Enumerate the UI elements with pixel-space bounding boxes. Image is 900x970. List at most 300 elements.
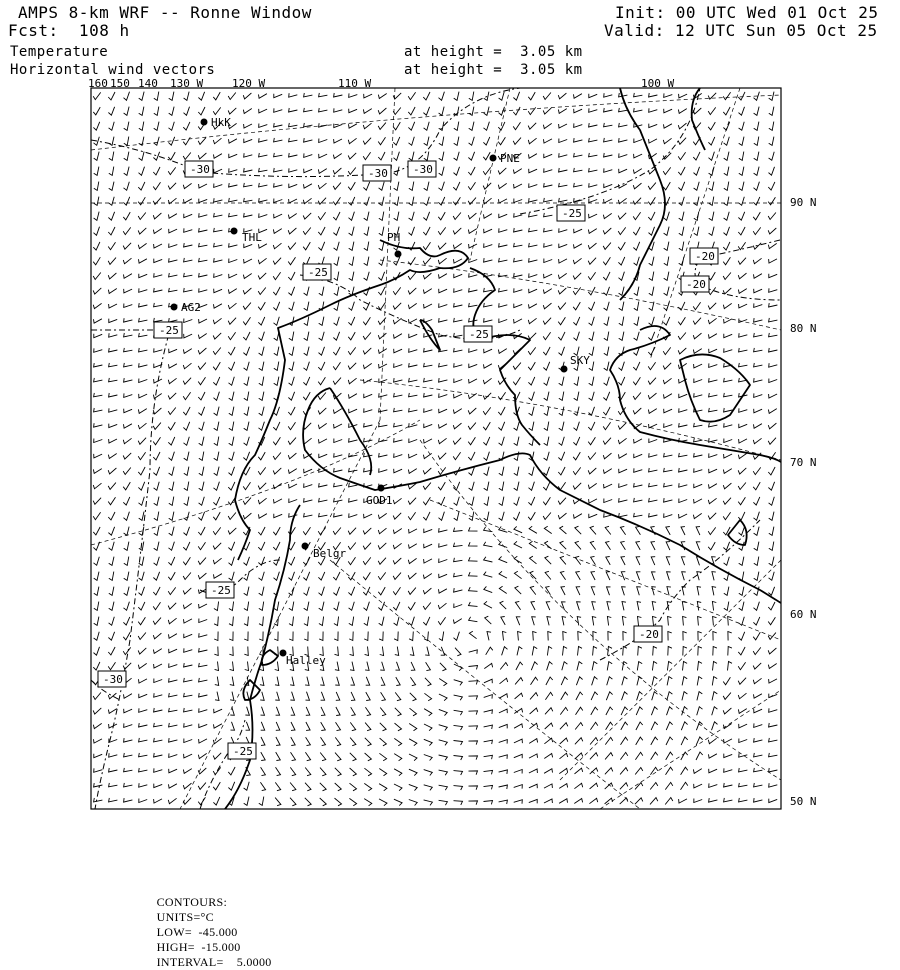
wind-barb xyxy=(484,497,489,506)
wind-barb xyxy=(378,137,385,145)
wind-barb xyxy=(318,242,324,250)
wind-barb xyxy=(724,212,730,221)
wind-barb xyxy=(304,483,313,487)
wind-barb xyxy=(498,137,505,145)
wind-barb xyxy=(543,482,550,490)
wind-barb xyxy=(649,93,658,97)
wind-barb xyxy=(514,526,522,532)
wind-barb xyxy=(288,453,296,459)
wind-barb xyxy=(123,212,130,220)
wind-barb xyxy=(514,228,523,232)
wind-barb xyxy=(198,377,205,385)
wind-barb xyxy=(559,437,565,446)
wind-barb xyxy=(739,304,748,308)
wind-barb xyxy=(754,768,763,772)
svg-text:-20: -20 xyxy=(686,278,706,291)
wind-barb xyxy=(558,513,566,519)
wind-barb xyxy=(619,454,627,459)
wind-barb xyxy=(606,692,612,700)
wind-barb xyxy=(560,723,568,730)
wind-barb xyxy=(93,708,101,714)
wind-barb xyxy=(484,364,492,368)
wind-barb xyxy=(244,572,250,581)
wind-barb xyxy=(484,770,493,774)
wind-barb xyxy=(514,482,519,491)
map-frame xyxy=(91,88,781,809)
wind-barb xyxy=(259,244,267,248)
wind-barb xyxy=(546,586,551,594)
wind-barb xyxy=(514,739,523,743)
wind-barb xyxy=(168,408,176,415)
wind-barb xyxy=(438,197,444,205)
wind-barb xyxy=(289,138,298,142)
wind-barb xyxy=(769,167,775,175)
wind-barb xyxy=(469,273,478,277)
wind-barb xyxy=(333,378,341,385)
wind-barb xyxy=(394,738,401,745)
wind-barb xyxy=(453,482,459,490)
wind-barb xyxy=(648,409,656,414)
wind-barb xyxy=(533,632,537,641)
svg-text:-30: -30 xyxy=(368,167,388,180)
wind-barb xyxy=(198,527,205,535)
wind-barb xyxy=(259,213,268,217)
forecast-hour: Fcst: 108 h xyxy=(8,21,130,40)
wind-barb xyxy=(543,362,549,370)
wind-barb xyxy=(94,617,99,626)
wind-barb xyxy=(139,394,147,398)
wind-barb xyxy=(723,677,730,685)
wind-barb xyxy=(558,93,566,99)
wind-barb xyxy=(560,753,568,759)
wind-barb xyxy=(708,542,715,550)
wind-barb xyxy=(453,452,460,459)
wind-barb xyxy=(738,258,746,265)
wind-barb xyxy=(694,379,702,383)
wind-barb xyxy=(183,349,191,354)
svg-text:-30: -30 xyxy=(103,673,123,686)
temperature-contours xyxy=(91,88,781,809)
wind-barb xyxy=(559,347,565,355)
wind-barb xyxy=(529,799,537,803)
wind-barb xyxy=(199,273,208,277)
wind-barb xyxy=(513,377,520,385)
wind-barb xyxy=(124,512,130,521)
wind-barb xyxy=(589,392,595,401)
wind-barb xyxy=(528,512,535,520)
wind-barb xyxy=(350,768,357,776)
wind-barb xyxy=(228,497,235,505)
wind-barb xyxy=(664,272,669,281)
wind-barb xyxy=(94,557,100,566)
wind-barb xyxy=(515,693,523,699)
wind-barb xyxy=(349,227,355,236)
wind-barb xyxy=(169,467,175,476)
wind-barb xyxy=(559,422,564,431)
wind-barb xyxy=(544,467,550,475)
wind-barb xyxy=(769,542,774,551)
wind-barb xyxy=(529,769,538,773)
wind-barb xyxy=(768,423,776,429)
wind-barb xyxy=(529,213,538,217)
wind-barb xyxy=(728,647,732,656)
wind-barb xyxy=(289,499,297,503)
wind-barb xyxy=(228,289,236,294)
wind-barb xyxy=(589,123,598,127)
wind-barb xyxy=(530,693,538,700)
wind-barb xyxy=(439,182,445,191)
wind-barb xyxy=(667,677,672,686)
wind-barb xyxy=(124,753,133,757)
lat-label-50n: 50 N xyxy=(790,795,817,808)
wind-barb xyxy=(378,152,385,160)
wind-barb xyxy=(349,272,354,281)
wind-barb xyxy=(768,617,775,625)
wind-barb xyxy=(229,467,235,475)
wind-barb xyxy=(713,617,717,626)
wind-barb xyxy=(154,708,163,712)
wind-barb xyxy=(424,348,433,352)
wind-barb xyxy=(213,782,220,790)
wind-barb xyxy=(184,334,192,338)
wind-barb xyxy=(320,798,327,806)
wind-barb xyxy=(393,587,400,594)
wind-barb xyxy=(109,378,118,382)
wind-barb xyxy=(559,768,567,773)
wind-barb xyxy=(724,152,729,161)
wind-barb xyxy=(153,467,159,475)
wind-barb xyxy=(574,109,582,113)
wind-barb xyxy=(499,228,508,232)
wind-barb xyxy=(682,572,686,581)
wind-barb xyxy=(229,617,233,626)
wind-barb xyxy=(213,138,221,144)
wind-barb xyxy=(380,647,384,656)
wind-barb xyxy=(93,483,101,489)
wind-barb xyxy=(769,799,777,803)
wind-barb xyxy=(713,662,718,671)
wind-barb xyxy=(649,317,655,326)
wind-barb xyxy=(424,439,432,443)
wind-barb xyxy=(513,169,521,174)
wind-barb xyxy=(769,738,778,742)
wind-barb xyxy=(183,378,191,385)
wind-barb xyxy=(303,572,309,580)
wind-barb xyxy=(259,422,265,431)
wind-barb xyxy=(738,678,746,685)
wind-barb xyxy=(769,512,774,521)
wind-barb xyxy=(364,212,369,221)
wind-barb xyxy=(738,512,745,520)
wind-barb xyxy=(396,662,400,670)
wind-barb xyxy=(304,513,313,517)
wind-barb xyxy=(304,108,313,112)
wind-barb xyxy=(213,767,221,774)
wind-barb xyxy=(529,304,537,308)
wind-barb xyxy=(543,513,551,520)
wind-barb xyxy=(423,603,431,610)
wind-barb xyxy=(198,348,206,354)
wind-barb xyxy=(139,167,145,176)
wind-barb xyxy=(379,753,386,761)
wind-barb xyxy=(739,363,748,367)
wind-barb xyxy=(423,212,429,220)
wind-barb xyxy=(94,439,103,443)
wind-barb xyxy=(547,617,551,626)
wind-barb xyxy=(243,332,250,340)
wind-barb xyxy=(94,408,103,412)
wind-barb xyxy=(543,497,550,505)
wind-barb xyxy=(483,407,491,414)
wind-barb xyxy=(483,422,490,430)
wind-barb xyxy=(395,708,401,716)
wind-barb xyxy=(499,92,505,101)
wind-barb xyxy=(228,782,234,790)
wind-barb xyxy=(139,333,148,337)
wind-barb xyxy=(363,348,371,354)
wind-barb xyxy=(694,182,700,191)
wind-barb xyxy=(379,212,384,221)
wind-barb xyxy=(723,107,730,115)
wind-barb xyxy=(378,349,386,354)
wind-barb xyxy=(439,800,448,805)
wind-barb xyxy=(454,680,463,686)
wind-barb xyxy=(198,153,206,159)
wind-barb xyxy=(198,542,205,549)
wind-barb xyxy=(574,799,582,804)
wind-barb xyxy=(514,800,523,804)
wind-barb xyxy=(664,109,672,113)
wind-barb xyxy=(499,288,508,292)
wind-barb xyxy=(438,438,446,443)
wind-barb xyxy=(364,423,373,427)
wind-barb xyxy=(769,708,778,712)
wind-barb xyxy=(439,709,447,715)
wind-barb xyxy=(723,693,731,700)
wind-barb xyxy=(739,348,748,352)
wind-barb xyxy=(94,393,103,397)
wind-barb xyxy=(618,257,624,265)
wind-barb xyxy=(168,167,176,174)
wind-barb xyxy=(168,572,175,580)
wind-barb xyxy=(738,483,746,490)
wind-barb xyxy=(93,662,100,670)
wind-barb xyxy=(409,769,417,775)
wind-barb xyxy=(214,407,220,416)
wind-barb xyxy=(408,288,416,294)
wind-barb xyxy=(123,468,131,475)
wind-barb xyxy=(739,527,745,535)
wind-barb xyxy=(635,798,643,804)
wind-barb xyxy=(484,512,489,521)
wind-barb xyxy=(754,694,762,698)
wind-barb xyxy=(723,469,731,474)
wind-barb xyxy=(694,227,699,236)
wind-barb xyxy=(199,437,204,446)
wind-barb xyxy=(588,258,596,265)
wind-barb xyxy=(754,709,762,713)
wind-barb xyxy=(575,556,580,564)
wind-barb xyxy=(289,153,298,157)
wind-barb xyxy=(168,437,175,445)
wind-barb xyxy=(679,408,688,412)
wind-barb xyxy=(754,137,759,146)
wind-barb xyxy=(184,482,189,491)
wind-barb xyxy=(576,677,582,685)
wind-barb xyxy=(394,393,403,397)
wind-barb xyxy=(622,587,626,596)
wind-barb xyxy=(424,122,430,131)
wind-barb xyxy=(169,214,177,219)
wind-barb xyxy=(709,182,714,191)
wind-barb xyxy=(350,647,354,656)
wind-barb xyxy=(333,528,341,535)
wind-barb xyxy=(754,738,763,742)
wind-barb xyxy=(663,138,671,143)
wind-barb xyxy=(574,422,580,431)
wind-barb xyxy=(545,556,551,564)
wind-barb xyxy=(349,602,355,611)
contour-legend xyxy=(150,880,282,970)
wind-barb xyxy=(651,737,658,745)
wind-barb xyxy=(379,227,384,236)
wind-barb xyxy=(169,452,175,461)
wind-barb xyxy=(739,137,744,146)
wind-barb xyxy=(633,362,640,370)
wind-barb xyxy=(708,107,716,114)
wind-barb xyxy=(199,258,208,262)
station-label-god1: GOD1 xyxy=(366,494,393,507)
wind-barb xyxy=(213,497,219,505)
wind-barb xyxy=(169,349,177,353)
wind-barb xyxy=(603,257,610,265)
wind-barb xyxy=(648,362,655,369)
wind-barb xyxy=(618,377,624,385)
wind-barb xyxy=(560,526,567,534)
wind-barb xyxy=(273,302,279,310)
wind-barb xyxy=(453,619,461,624)
wind-barb xyxy=(214,392,220,401)
wind-barb xyxy=(139,694,147,698)
wind-barb xyxy=(697,587,701,596)
wind-barb xyxy=(318,408,326,414)
wind-barb xyxy=(709,453,718,457)
wind-barb xyxy=(469,497,474,506)
wind-barb xyxy=(124,587,129,596)
wind-barb xyxy=(558,452,564,460)
wind-barb xyxy=(607,662,612,671)
wind-barb xyxy=(693,302,700,309)
wind-barb xyxy=(469,602,478,606)
wind-barb xyxy=(739,753,748,757)
wind-barb xyxy=(469,771,478,775)
wind-barb xyxy=(633,377,640,385)
wind-barb xyxy=(469,631,476,639)
wind-barb xyxy=(543,123,551,128)
wind-barb xyxy=(694,212,699,221)
wind-barb xyxy=(438,453,446,459)
wind-barb xyxy=(231,722,235,730)
wind-barb xyxy=(738,289,746,294)
wind-barb xyxy=(648,183,656,190)
wind-barb xyxy=(336,707,340,716)
wind-barb xyxy=(199,497,205,506)
wind-barb xyxy=(364,617,369,626)
wind-barb xyxy=(304,347,309,356)
wind-barb xyxy=(739,167,744,176)
wind-barb xyxy=(334,257,339,266)
wind-barb xyxy=(258,452,265,460)
wind-barb xyxy=(381,677,385,685)
wind-barb xyxy=(228,93,236,100)
wind-barb xyxy=(109,617,115,626)
wind-barb xyxy=(259,572,265,581)
wind-barb xyxy=(679,212,684,221)
wind-barb xyxy=(754,152,759,161)
wind-barb xyxy=(93,92,101,99)
wind-barb xyxy=(754,167,760,176)
wind-barb xyxy=(574,514,582,519)
wind-barb xyxy=(769,783,778,787)
wind-barb xyxy=(291,752,296,760)
wind-barb xyxy=(769,497,775,506)
wind-barb xyxy=(666,542,670,551)
wind-barb xyxy=(588,422,595,430)
wind-barb xyxy=(214,437,219,446)
wind-barb xyxy=(529,482,535,491)
wind-barb xyxy=(304,169,312,173)
wind-barb xyxy=(229,452,235,461)
wind-barb xyxy=(589,138,598,142)
wind-barb xyxy=(169,678,178,682)
wind-barb xyxy=(709,349,717,353)
wind-barb xyxy=(605,768,613,775)
wind-barb xyxy=(244,587,249,596)
wind-barb xyxy=(498,422,504,430)
wind-barb xyxy=(499,694,507,699)
wind-barb xyxy=(545,723,553,729)
wind-barb xyxy=(393,137,400,145)
wind-barb xyxy=(259,392,264,401)
wind-barb xyxy=(678,333,686,340)
wind-barb xyxy=(667,587,671,596)
wind-barb xyxy=(439,512,445,521)
wind-barb xyxy=(768,482,774,490)
wind-barb xyxy=(319,439,328,443)
wind-barb xyxy=(303,377,309,385)
wind-barb xyxy=(666,752,673,760)
wind-barb xyxy=(394,334,402,339)
wind-barb xyxy=(484,801,493,805)
wind-barb xyxy=(214,574,222,579)
wind-barb xyxy=(333,168,341,174)
wind-barb xyxy=(259,124,268,128)
wind-barb xyxy=(319,587,325,596)
wind-barb xyxy=(244,259,252,263)
wind-barb xyxy=(499,571,507,578)
wind-barb xyxy=(199,663,208,667)
wind-barb xyxy=(484,452,490,461)
wind-barb xyxy=(528,497,534,505)
wind-barb xyxy=(604,499,612,503)
wind-barb xyxy=(168,393,176,399)
wind-barb xyxy=(663,167,671,174)
wind-barb xyxy=(589,514,597,518)
wind-barb xyxy=(469,726,478,730)
wind-barb xyxy=(408,573,416,579)
wind-barb xyxy=(754,542,759,551)
wind-barb xyxy=(124,318,133,322)
